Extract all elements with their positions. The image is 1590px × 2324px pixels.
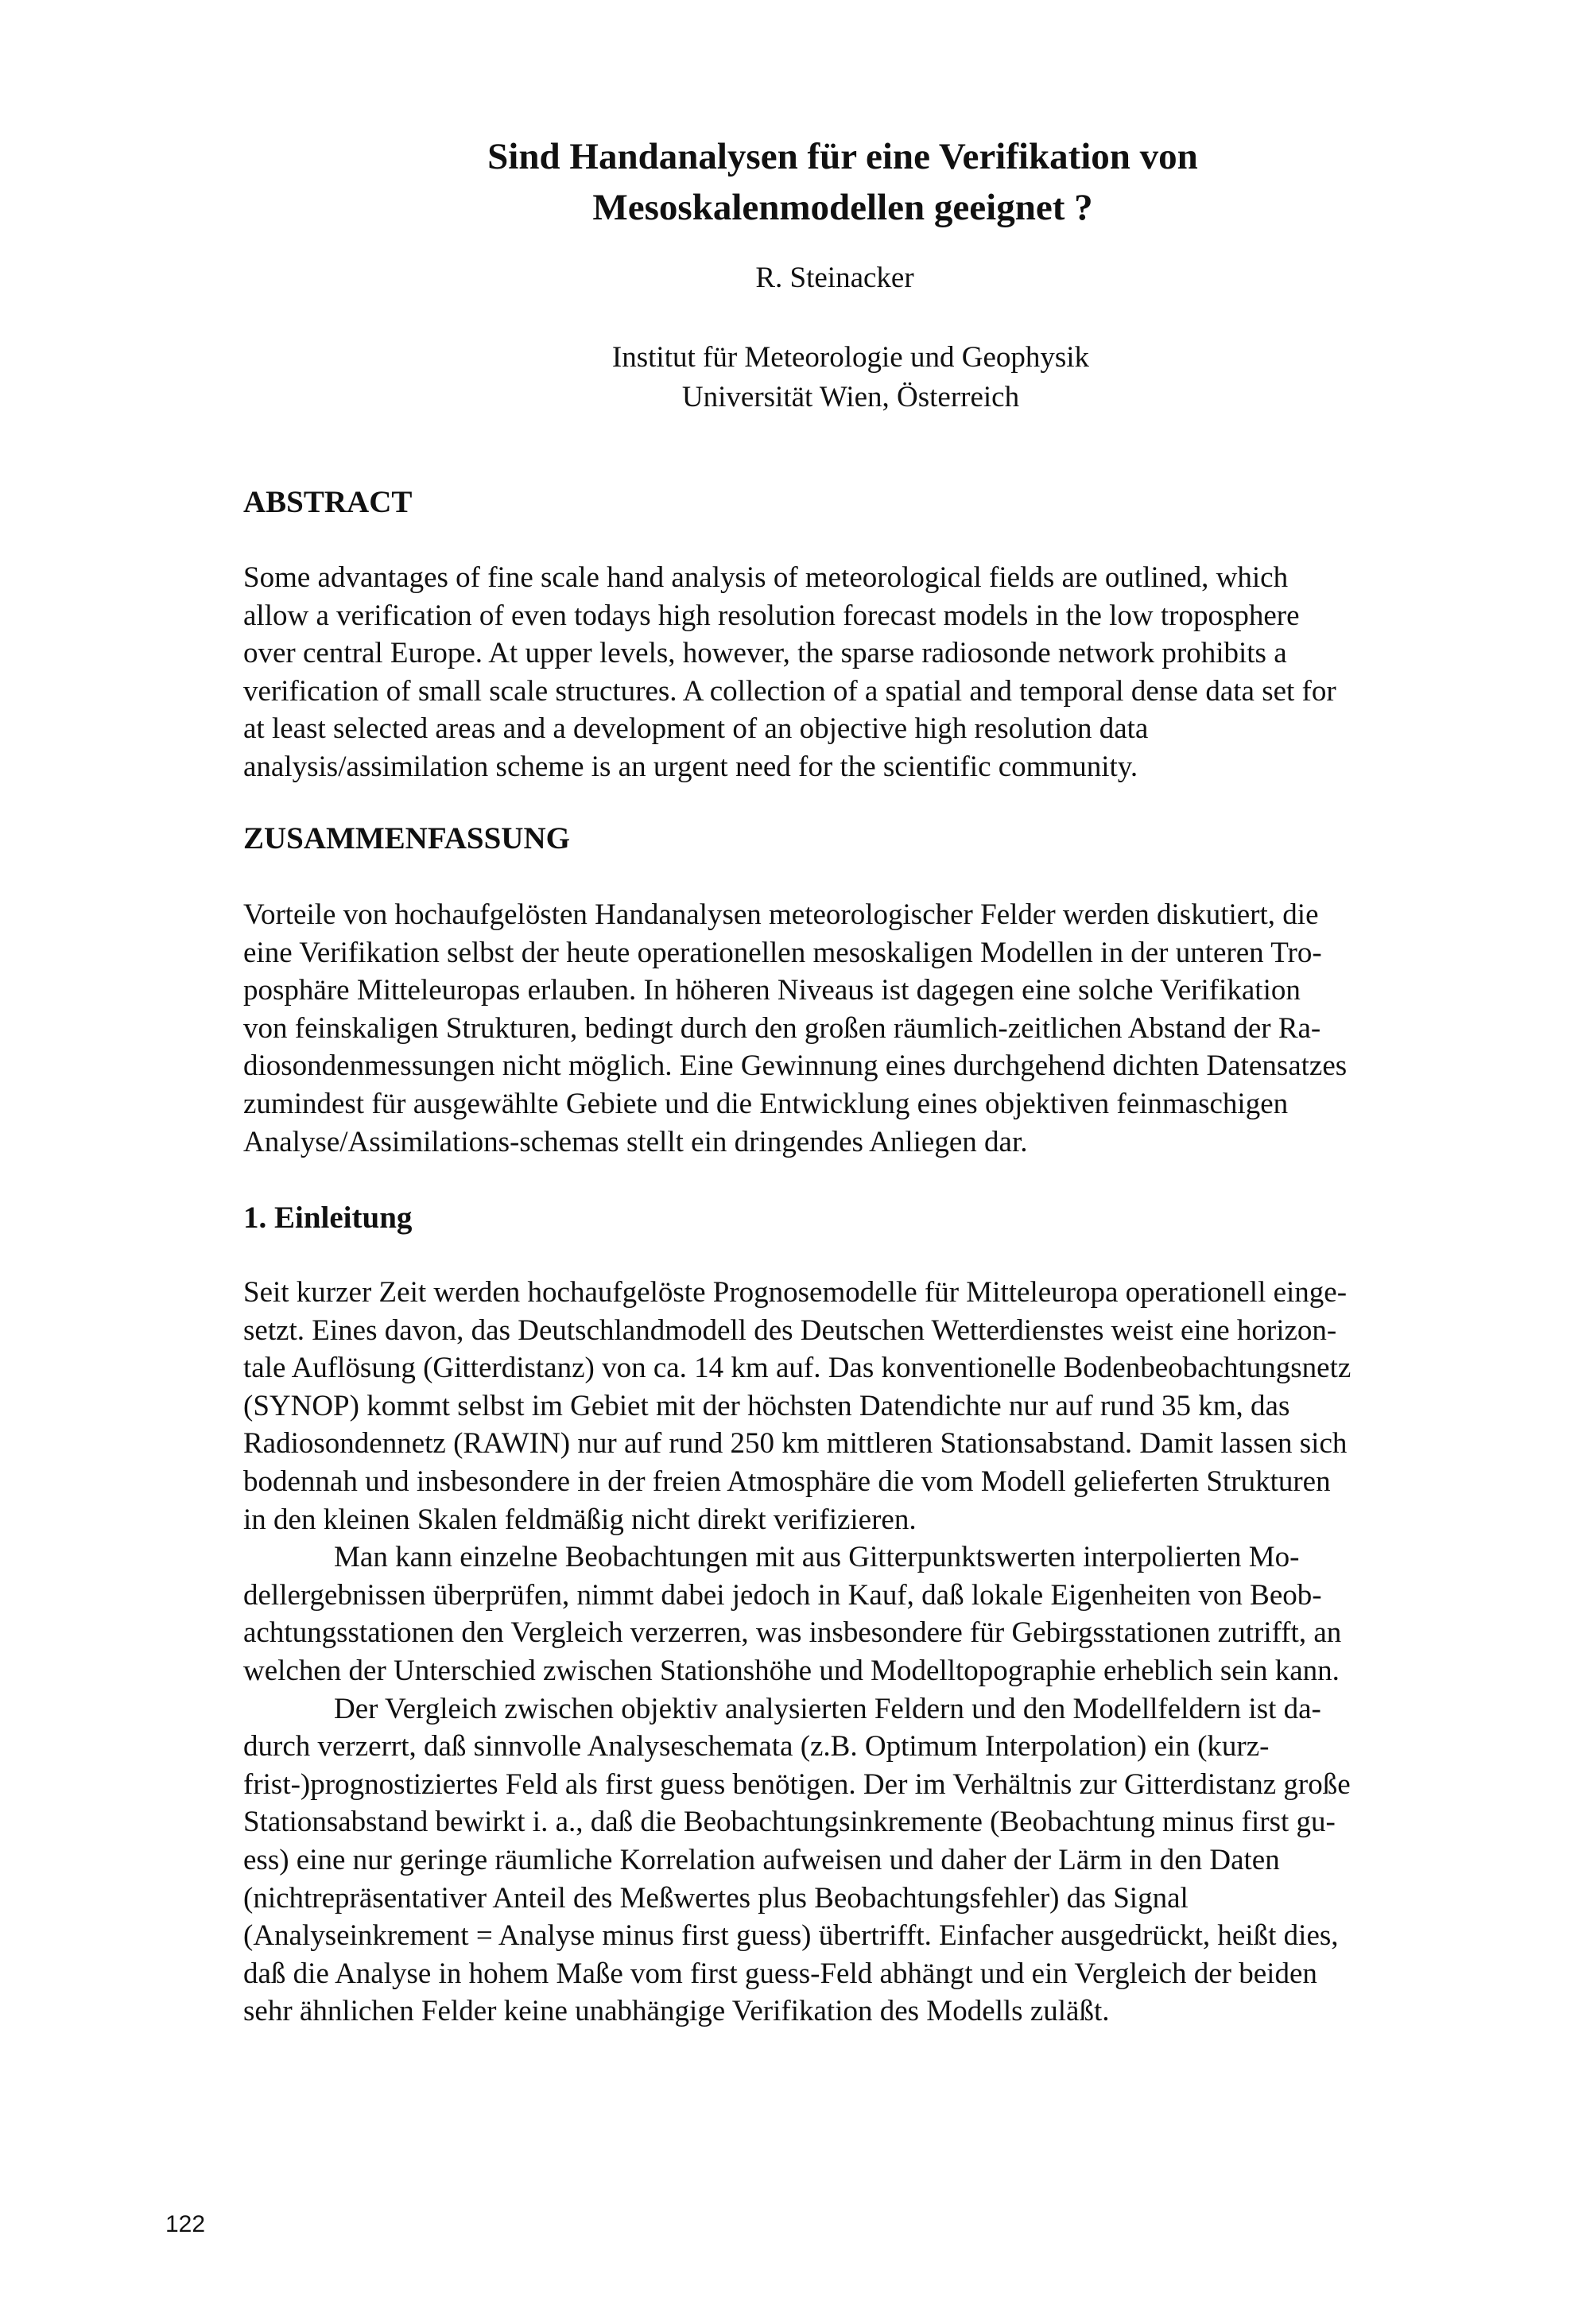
- einleitung-line: (SYNOP) kommt selbst im Gebiet mit der höchsten Datendichte nur auf rund 35 km, das: [243, 1389, 1290, 1422]
- title-line-2: Mesoskalenmodellen geeignet ?: [592, 187, 1093, 228]
- abstract-line: analysis/assimilation scheme is an urgent need for the scientific community.: [243, 750, 1138, 783]
- abstract-line: Some advantages of fine scale hand analysis of meteorological fields are outlined, which: [243, 561, 1289, 594]
- einleitung-line: in den kleinen Skalen feldmäßig nicht direkt verifizieren.: [243, 1503, 917, 1536]
- page-number: 122: [165, 2211, 206, 2237]
- einleitung-heading: 1. Einleitung: [243, 1201, 413, 1235]
- title-line-1: Sind Handanalysen für eine Verifikation von: [487, 136, 1198, 177]
- einleitung-line: Man kann einzelne Beobachtungen mit aus Gitterpunktswerten interpolierten Mo-: [334, 1541, 1300, 1574]
- zusammenfassung-line: Analyse/Assimilations-schemas stellt ein dringendes Anliegen dar.: [243, 1125, 1028, 1158]
- einleitung-line: achtungsstationen den Vergleich verzerren, was insbesondere für Gebirgsstationen zutrifft, an: [243, 1616, 1342, 1650]
- abstract-line: allow a verification of even todays high resolution forecast models in the low troposphere: [243, 599, 1300, 632]
- einleitung-line: Seit kurzer Zeit werden hochaufgelöste Prognosemodelle für Mitteleuropa operationell einge-: [243, 1276, 1348, 1309]
- affiliation: [493, 338, 1208, 417]
- abstract-line: verification of small scale structures. A collection of a spatial and temporal dense data set for: [243, 674, 1336, 708]
- zusammenfassung-heading: ZUSAMMENFASSUNG: [243, 821, 570, 855]
- zusammenfassung-line: von feinskaligen Strukturen, bedingt durch den großen räumlich-zeitlichen Abstand der Ra-: [243, 1011, 1321, 1045]
- einleitung-line: Radiosondennetz (RAWIN) nur auf rund 250 km mittleren Stationsabstand. Damit lassen sich: [243, 1427, 1348, 1461]
- einleitung-line: Der Vergleich zwischen objektiv analysierten Feldern und den Modellfeldern ist da-: [334, 1692, 1321, 1725]
- einleitung-line: durch verzerrt, daß sinnvolle Analyseschemata (z.B. Optimum Interpolation) ein (kurz-: [243, 1730, 1270, 1763]
- einleitung-line: bodennah und insbesondere in der freien Atmosphäre die vom Modell gelieferten Strukturen: [243, 1465, 1331, 1498]
- abstract-line: at least selected areas and a development of an objective high resolution data: [243, 712, 1149, 746]
- author-name: R. Steinacker: [755, 262, 914, 294]
- zusammenfassung-line: diosondenmessungen nicht möglich. Eine Gewinnung eines durchgehend dichten Datensatzes: [243, 1049, 1348, 1083]
- abstract-line: over central Europe. At upper levels, however, the sparse radiosonde network prohibits a: [243, 637, 1287, 670]
- einleitung-line: frist-)prognostiziertes Feld als first guess benötigen. Der im Verhältnis zur Gitterdistanz große: [243, 1767, 1351, 1801]
- einleitung-line: tale Auflösung (Gitterdistanz) von ca. 14 km auf. Das konventionelle Bodenbeobachtungsnetz: [243, 1352, 1352, 1385]
- zusammenfassung-line: posphäre Mitteleuropas erlauben. In höheren Niveaus ist dagegen eine solche Verifikation: [243, 974, 1301, 1007]
- einleitung-line: daß die Analyse in hohem Maße vom first guess-Feld abhängt und ein Vergleich der beiden: [243, 1957, 1317, 1990]
- affiliation-line-2: Universität Wien, Österreich: [681, 381, 1020, 413]
- einleitung-line: sehr ähnlichen Felder keine unabhängige Verifikation des Modells zuläßt.: [243, 1995, 1110, 2028]
- einleitung-line: dellergebnissen überprüfen, nimmt dabei jedoch in Kauf, daß lokale Eigenheiten von Beob-: [243, 1578, 1322, 1612]
- zusammenfassung-line: eine Verifikation selbst der heute operationellen mesoskaligen Modellen in der unteren Tro-: [243, 936, 1322, 969]
- einleitung-line: (nichtrepräsentativer Anteil des Meßwertes plus Beobachtungsfehler) das Signal: [243, 1881, 1189, 1915]
- einleitung-line: welchen der Unterschied zwischen Stationshöhe und Modelltopographie erheblich sein kann.: [243, 1654, 1340, 1687]
- einleitung-line: ess) eine nur geringe räumliche Korrelation aufweisen und daher der Lärm in den Daten: [243, 1843, 1280, 1876]
- abstract-heading: ABSTRACT: [243, 485, 413, 519]
- abstract-paragraph: [243, 559, 1498, 786]
- zusammenfassung-line: Vorteile von hochaufgelösten Handanalysen meteorologischer Felder werden diskutiert, die: [243, 898, 1319, 931]
- paper-title: [429, 131, 1256, 233]
- zusammenfassung-line: zumindest für ausgewählte Gebiete und die Entwicklung eines objektiven feinmaschigen: [243, 1087, 1289, 1120]
- affiliation-line-1: Institut für Meteorologie und Geophysik: [611, 341, 1090, 374]
- einleitung-line: Stationsabstand bewirkt i. a., daß die Beobachtungsinkremente (Beobachtung minus first gu-: [243, 1806, 1336, 1839]
- zusammenfassung-paragraph: [243, 896, 1498, 1161]
- einleitung-body: [243, 1274, 1498, 2031]
- einleitung-line: setzt. Eines davon, das Deutschlandmodell des Deutschen Wetterdienstes weist eine horizon-: [243, 1313, 1337, 1347]
- einleitung-line: (Analyseinkrement = Analyse minus first guess) übertrifft. Einfacher ausgedrückt, heißt dies,: [243, 1919, 1339, 1953]
